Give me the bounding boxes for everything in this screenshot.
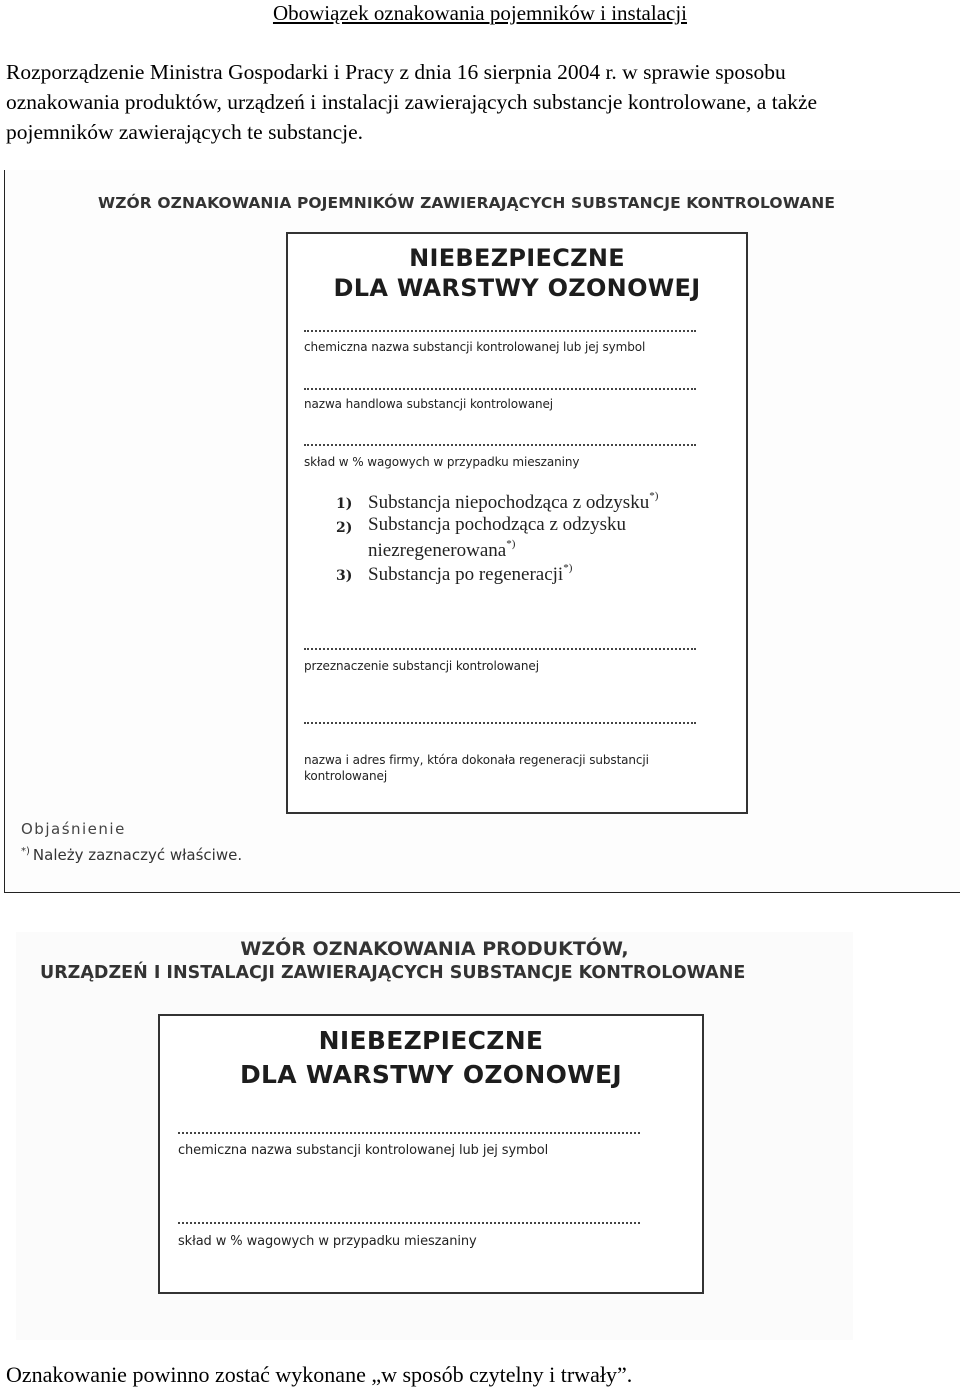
intro-line-2: oznakowania produktów, urządzeń i instalacji zawierających substancje kontrolowane, a także [6,90,818,114]
field-caption-composition: skład w % wagowych w przypadku mieszaniny [178,1234,477,1249]
container-label-box [286,232,748,814]
figure2-title-line-1: WZÓR OZNAKOWANIA PRODUKTÓW, [240,938,629,960]
product-label-box [158,1014,704,1294]
product-label-figure [16,932,853,1340]
fill-line [304,388,696,390]
option-3-text: Substancja po regeneracji*) [368,562,573,585]
option-2-number: 2) [336,520,353,536]
closing-sentence: Oznakowanie powinno zostać wykonane „w sposób czytelny i trwały”. [6,1362,633,1387]
fill-line [178,1132,640,1134]
option-1-number: 1) [336,496,353,512]
option-2-continuation: niezregenerowana*) [368,538,516,561]
field-caption-company-2: kontrolowanej [304,769,388,783]
label-headline-1: NIEBEZPIECZNE [318,1026,544,1055]
container-label-figure [4,170,960,893]
label-headline-2: DLA WARSTWY OZONOWEJ [240,1060,622,1089]
field-caption-chemical-name: chemiczna nazwa substancji kontrolowanej lub jej symbol [178,1143,549,1158]
figure2-title-line-2: URZĄDZEŃ I INSTALACJI ZAWIERAJĄCYCH SUBSTANCJE KONTROLOWANE [40,963,746,983]
intro-line-3: pojemników zawierających te substancje. [6,120,363,144]
fill-line [304,722,696,724]
explanation-note: *) Należy zaznaczyć właściwe. [21,846,243,864]
fill-line [304,330,696,332]
page-heading: Obowiązek oznakowania pojemników i instalacji [272,1,688,25]
field-caption-trade-name: nazwa handlowa substancji kontrolowanej [304,397,554,411]
field-caption-composition: skład w % wagowych w przypadku mieszaniny [304,455,580,469]
option-3-number: 3) [336,568,353,584]
field-caption-chemical-name: chemiczna nazwa substancji kontrolowanej lub jej symbol [304,340,646,354]
fill-line [304,648,696,650]
field-caption-purpose: przeznaczenie substancji kontrolowanej [304,659,539,673]
field-caption-company-1: nazwa i adres firmy, która dokonała regeneracji substancji [304,753,649,767]
label-headline-1: NIEBEZPIECZNE [409,244,625,272]
figure1-title: WZÓR OZNAKOWANIA POJEMNIKÓW ZAWIERAJĄCYCH SUBSTANCJE KONTROLOWANE [98,194,836,212]
explanation-title: Objaśnienie [21,820,126,838]
fill-line [304,444,696,446]
intro-line-1: Rozporządzenie Ministra Gospodarki i Pracy z dnia 16 sierpnia 2004 r. w sprawie sposobu [6,60,786,84]
label-headline-2: DLA WARSTWY OZONOWEJ [333,274,701,302]
option-2-text: Substancja pochodząca z odzysku [368,514,626,535]
fill-line [178,1222,640,1224]
option-1-text: Substancja niepochodząca z odzysku*) [368,490,659,513]
intro-paragraph [6,57,960,147]
